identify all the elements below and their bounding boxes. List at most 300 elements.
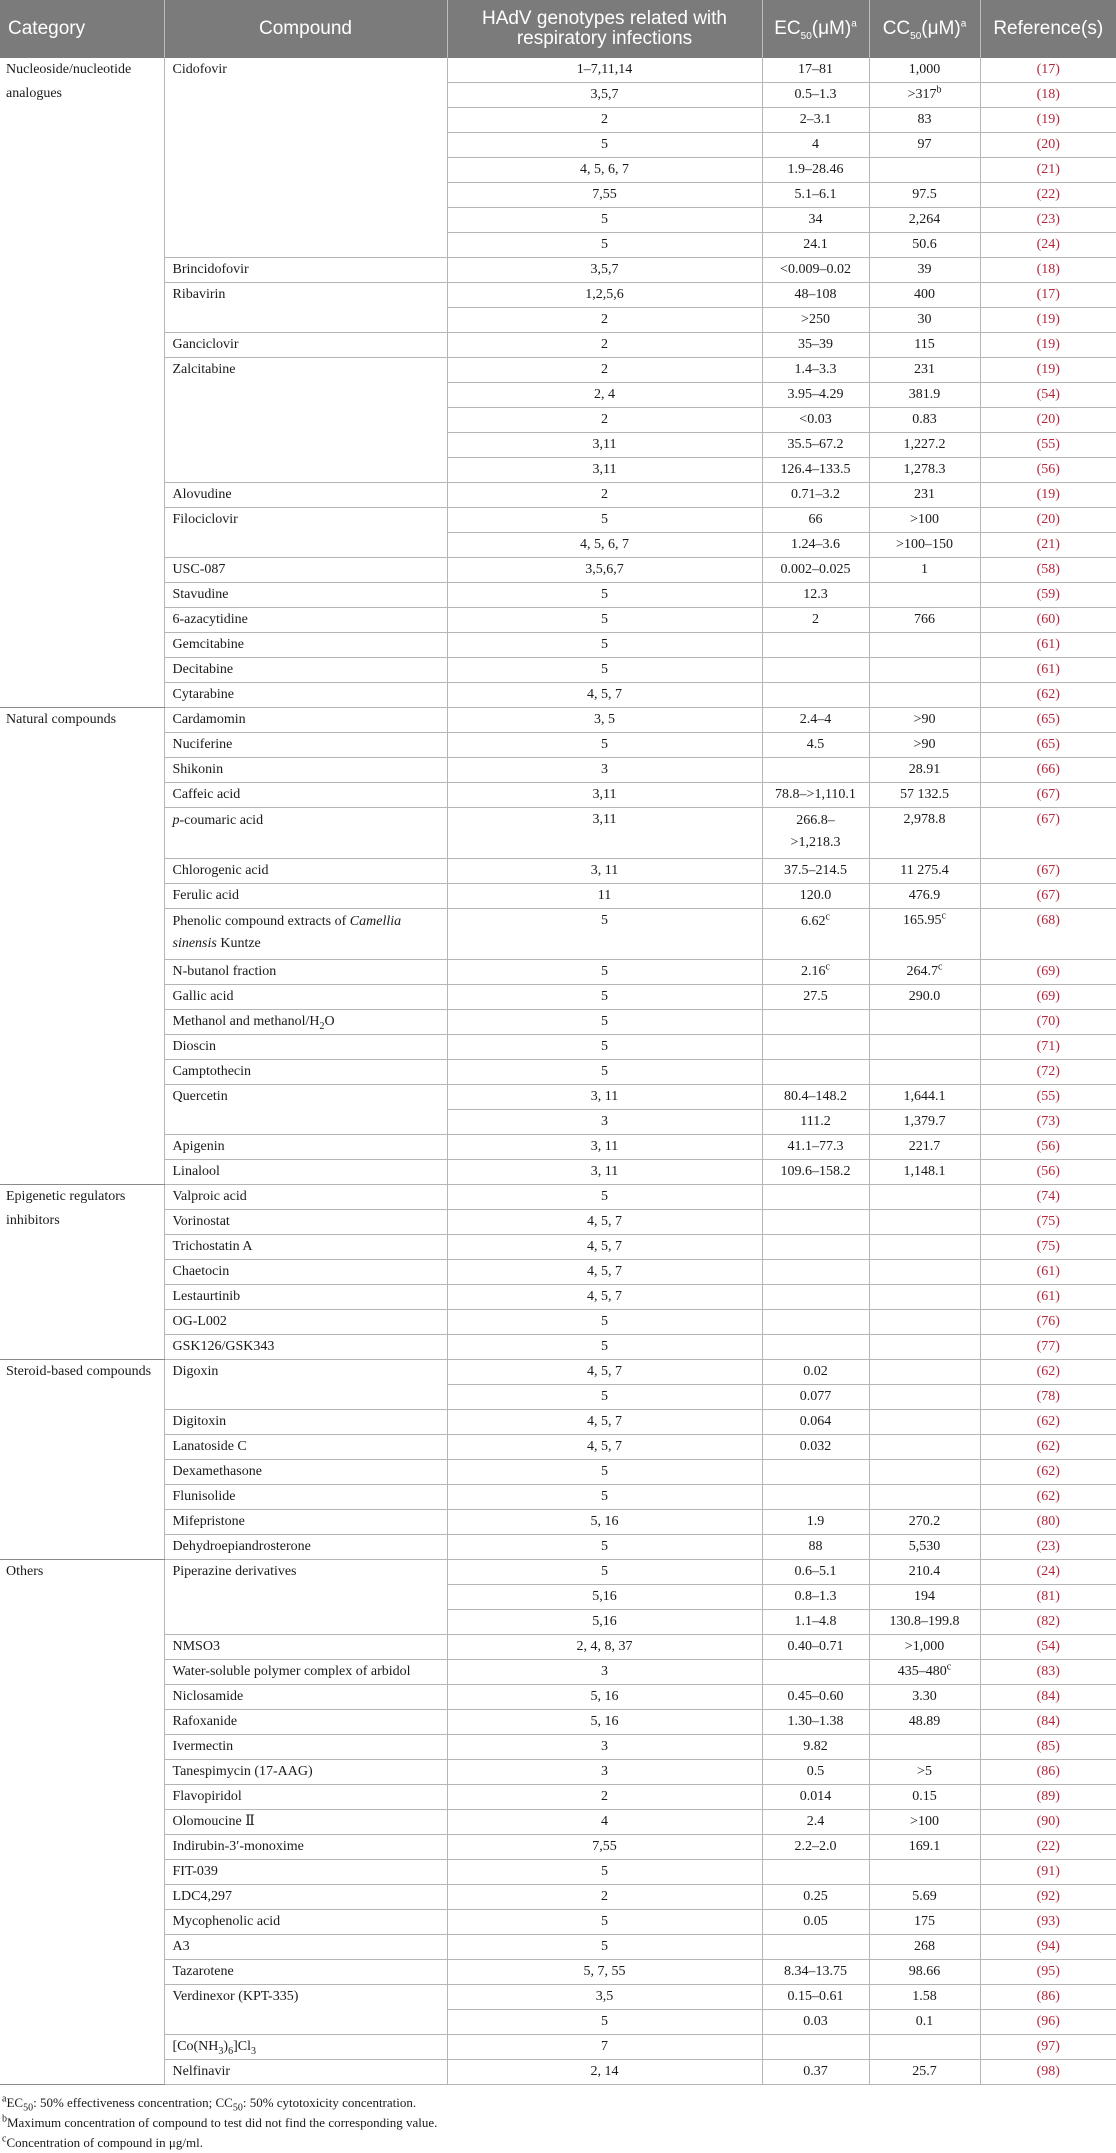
cc50-cell: [869, 208, 980, 233]
cc50-cell: [869, 683, 980, 708]
ec50-cell: [762, 658, 869, 683]
cc50-value: >1,000: [904, 1639, 945, 1654]
reference-cell: (98): [980, 2060, 1116, 2085]
compound-cell: Vorinostat: [164, 1210, 447, 1235]
ec50-value: 0.45–0.60: [787, 1689, 844, 1704]
table-row: [0, 358, 1116, 383]
cc50-cell: [869, 1385, 980, 1410]
table-row: [0, 1485, 1116, 1510]
cc50-cell: [869, 1260, 980, 1285]
genotypes-cell: 3,11: [447, 808, 762, 859]
ec50-cell: [762, 1460, 869, 1485]
genotypes-cell: 1–7,11,14: [447, 58, 762, 83]
ec50-value: 2.2–2.0: [794, 1839, 837, 1854]
ec50-value: 1.4–3.3: [794, 362, 837, 377]
ec50-cell: [762, 1210, 869, 1235]
footnote-a: $^aEC_{50}$: 50% effectiveness concentration; $CC_{50}$: 50% cytotoxicity concentration.: [2, 2093, 417, 2114]
ec50-value: 6.62: [801, 914, 826, 929]
header-reference: Reference(s): [980, 0, 1116, 58]
ec50-cell: [762, 608, 869, 633]
reference-cell: (67): [980, 783, 1116, 808]
genotypes-cell: 2, 4: [447, 383, 762, 408]
compound-name: -coumaric acid: [179, 813, 264, 828]
ec50-cell: [762, 233, 869, 258]
ec50-cell: [762, 1010, 869, 1035]
ec50-cell: [762, 1585, 869, 1610]
ec50-cell: [762, 884, 869, 909]
reference-cell: (59): [980, 583, 1116, 608]
ec50-cell: [762, 1960, 869, 1985]
genotypes-cell: 4, 5, 7: [447, 683, 762, 708]
cc50-value: >90: [913, 712, 936, 727]
cc50-cell: [869, 1760, 980, 1785]
genotypes-cell: 3: [447, 1735, 762, 1760]
cc50-value: 231: [914, 362, 935, 377]
genotypes-cell: 4, 5, 7: [447, 1410, 762, 1435]
table-row: [0, 333, 1116, 358]
reference-cell: (84): [980, 1710, 1116, 1735]
cc50-cell: [869, 1610, 980, 1635]
ec50-value: 0.37: [803, 2064, 828, 2079]
cc50-cell: [869, 1785, 980, 1810]
ec50-value: 2.4: [806, 1814, 825, 1829]
ec50-cell: [762, 1660, 869, 1685]
cc50-value: 25.7: [912, 2064, 937, 2079]
reference-cell: (77): [980, 1335, 1116, 1360]
ec50-cell: [762, 1760, 869, 1785]
cc50-value: 83: [917, 112, 932, 127]
ec50-cell: [762, 758, 869, 783]
compound-cell: Nelfinavir: [164, 2060, 447, 2085]
genotypes-cell: 5, 16: [447, 1710, 762, 1735]
cc50-value: 1,379.7: [903, 1114, 946, 1129]
genotypes-cell: 4, 5, 7: [447, 1285, 762, 1310]
ec50-cell: [762, 1535, 869, 1560]
genotypes-cell: 7,55: [447, 1835, 762, 1860]
compound-cell: Ivermectin: [164, 1735, 447, 1760]
cc50-value: 1,000: [908, 62, 941, 77]
ec50-value: 41.1–77.3: [787, 1139, 844, 1154]
ec50-footnote-mark: c: [825, 961, 830, 973]
header-cc50: $CC_{50}(\mu M)^a$: [869, 0, 980, 58]
reference-cell: (90): [980, 1810, 1116, 1835]
reference-cell: (62): [980, 1410, 1116, 1435]
compound-cell: Camptothecin: [164, 1060, 447, 1085]
genotypes-cell: 5: [447, 1910, 762, 1935]
table-row: [0, 1760, 1116, 1785]
cc50-value: 231: [914, 487, 935, 502]
ec50-cell: [762, 533, 869, 558]
genotypes-cell: 3, 11: [447, 1135, 762, 1160]
compound-cell: Ribavirin: [164, 283, 447, 333]
reference-cell: (67): [980, 884, 1116, 909]
genotypes-cell: 7: [447, 2035, 762, 2060]
reference-cell: (68): [980, 909, 1116, 960]
ec50-cell: [762, 1885, 869, 1910]
header-ec50: $EC_{50}(\mu M)^a$: [762, 0, 869, 58]
ec50-cell: [762, 1310, 869, 1335]
cc50-value: 290.0: [908, 989, 941, 1004]
cc50-cell: [869, 1060, 980, 1085]
cc50-value: 1: [921, 562, 928, 577]
reference-cell: (24): [980, 1560, 1116, 1585]
ec50-cell: [762, 1485, 869, 1510]
cc50-value: 169.1: [908, 1839, 941, 1854]
cc50-value: 175: [914, 1914, 935, 1929]
compound-cell: Nuciferine: [164, 733, 447, 758]
genotypes-cell: 5: [447, 658, 762, 683]
compound-cell: Chlorogenic acid: [164, 859, 447, 884]
cc50-cell: [869, 608, 980, 633]
ec50-cell: [762, 1435, 869, 1460]
ec50-cell: [762, 1785, 869, 1810]
reference-cell: (17): [980, 283, 1116, 308]
genotypes-cell: 5: [447, 1060, 762, 1085]
cc50-cell: [869, 1935, 980, 1960]
ec50-cell: [762, 1985, 869, 2010]
reference-cell: (67): [980, 859, 1116, 884]
cc50-cell: [869, 859, 980, 884]
genotypes-cell: 4: [447, 1810, 762, 1835]
compound-cell: [164, 808, 447, 859]
cc50-cell: [869, 758, 980, 783]
cc50-value: 48.89: [908, 1714, 941, 1729]
ec50-value: 0.077: [799, 1389, 832, 1404]
cc50-value: 1,227.2: [903, 437, 946, 452]
compound-cell: Cytarabine: [164, 683, 447, 708]
compound-cell: Ganciclovir: [164, 333, 447, 358]
genotypes-cell: 5: [447, 733, 762, 758]
genotypes-cell: 2: [447, 308, 762, 333]
genotypes-cell: 5: [447, 1485, 762, 1510]
table-row: [0, 1960, 1116, 1985]
cc50-footnote-mark: c: [938, 961, 943, 973]
cc50-cell: [869, 909, 980, 960]
cc50-cell: [869, 1210, 980, 1235]
reference-cell: (93): [980, 1910, 1116, 1935]
ec50-value: 0.25: [803, 1889, 828, 1904]
reference-cell: (71): [980, 1035, 1116, 1060]
ec50-value: 8.34–13.75: [784, 1964, 847, 1979]
genotypes-cell: 11: [447, 884, 762, 909]
ec50-cell: [762, 408, 869, 433]
table-row: [0, 783, 1116, 808]
ec50-cell: [762, 458, 869, 483]
table-row: [0, 1085, 1116, 1110]
reference-cell: (62): [980, 1360, 1116, 1385]
ec50-value: 1.9–28.46: [787, 162, 844, 177]
compound-cell: FIT-039: [164, 1860, 447, 1885]
cc50-cell: [869, 83, 980, 108]
ec50-cell: [762, 58, 869, 83]
cc50-cell: [869, 1285, 980, 1310]
cc50-value: >100: [910, 1814, 939, 1829]
ec50-cell: [762, 1635, 869, 1660]
reference-cell: (83): [980, 1660, 1116, 1685]
ec50-value: 17–81: [798, 62, 833, 77]
reference-cell: (22): [980, 183, 1116, 208]
ec50-value: 0.02: [803, 1364, 828, 1379]
reference-cell: (67): [980, 808, 1116, 859]
cc50-value: 268: [914, 1939, 935, 1954]
cc50-cell: [869, 1135, 980, 1160]
cc50-cell: [869, 133, 980, 158]
ec50-cell: [762, 708, 869, 733]
cc50-value: 264.7: [906, 964, 939, 979]
cc50-cell: [869, 1710, 980, 1735]
cc50-value: 210.4: [908, 1564, 941, 1579]
reference-cell: (65): [980, 733, 1116, 758]
genotypes-cell: 3,5,7: [447, 258, 762, 283]
ec50-value: 0.032: [799, 1439, 832, 1454]
table-row: [0, 733, 1116, 758]
table-row: [0, 1860, 1116, 1885]
genotypes-cell: 4, 5, 6, 7: [447, 158, 762, 183]
footnotes: [0, 2085, 1116, 2153]
reference-cell: (66): [980, 758, 1116, 783]
ec50-cell: [762, 483, 869, 508]
genotypes-cell: 5: [447, 1535, 762, 1560]
ec50-value: 88: [808, 1539, 823, 1554]
cc50-cell: [869, 1010, 980, 1035]
ec50-cell: [762, 1260, 869, 1285]
cc50-value: >90: [913, 737, 936, 752]
compound-name: [Co(NH: [172, 2039, 219, 2054]
ec50-value: 80.4–148.2: [784, 1089, 847, 1104]
reference-cell: (56): [980, 1160, 1116, 1185]
cc50-cell: [869, 258, 980, 283]
genotypes-cell: 4, 5, 7: [447, 1235, 762, 1260]
cc50-value: 270.2: [908, 1514, 941, 1529]
genotypes-cell: 5: [447, 133, 762, 158]
compound-cell: Tanespimycin (17-AAG): [164, 1760, 447, 1785]
cc50-cell: [869, 884, 980, 909]
reference-cell: (75): [980, 1210, 1116, 1235]
reference-cell: (65): [980, 708, 1116, 733]
genotypes-cell: 2: [447, 408, 762, 433]
table-row: [0, 1285, 1116, 1310]
compound-cell: Digitoxin: [164, 1410, 447, 1435]
ec50-cell: [762, 108, 869, 133]
cc50-cell: [869, 333, 980, 358]
ec50-value: 3.95–4.29: [787, 387, 844, 402]
cc50-cell: [869, 1660, 980, 1685]
ec50-value: 4: [812, 137, 819, 152]
cc50-cell: [869, 1160, 980, 1185]
cc50-cell: [869, 1485, 980, 1510]
reference-cell: (94): [980, 1935, 1116, 1960]
compound-cell: [164, 909, 447, 960]
genotypes-cell: 2: [447, 333, 762, 358]
genotypes-cell: 3,5: [447, 1985, 762, 2010]
genotypes-cell: 4, 5, 7: [447, 1260, 762, 1285]
cc50-value: 1,148.1: [903, 1164, 946, 1179]
ec50-value: <0.009–0.02: [780, 262, 851, 277]
cc50-cell: [869, 308, 980, 333]
ec50-cell: [762, 508, 869, 533]
reference-cell: (89): [980, 1785, 1116, 1810]
table-row: [0, 1210, 1116, 1235]
table-row: [0, 583, 1116, 608]
compound-cell: Caffeic acid: [164, 783, 447, 808]
ec50-footnote-mark: c: [825, 911, 830, 923]
cc50-value: 766: [914, 612, 935, 627]
cc50-cell: [869, 383, 980, 408]
ec50-cell: [762, 1835, 869, 1860]
reference-cell: (19): [980, 308, 1116, 333]
reference-cell: (74): [980, 1185, 1116, 1210]
compound-cell: Lestaurtinib: [164, 1285, 447, 1310]
ec50-value: 0.002–0.025: [780, 562, 851, 577]
genotypes-cell: 3,5,7: [447, 83, 762, 108]
ec50-value: 1.9: [806, 1514, 825, 1529]
genotypes-cell: 2, 4, 8, 37: [447, 1635, 762, 1660]
reference-cell: (84): [980, 1685, 1116, 1710]
ec50-value: 78.8–>1,110.1: [775, 787, 856, 802]
cc50-cell: [869, 1560, 980, 1585]
cc50-value: 435–480: [897, 1664, 947, 1679]
ec50-cell: [762, 383, 869, 408]
ec50-value: 126.4–133.5: [780, 462, 851, 477]
reference-cell: (82): [980, 1610, 1116, 1635]
cc50-cell: [869, 1635, 980, 1660]
genotypes-cell: 7,55: [447, 183, 762, 208]
cc50-cell: [869, 1810, 980, 1835]
cc50-cell: [869, 1185, 980, 1210]
cc50-cell: [869, 1310, 980, 1335]
reference-cell: (73): [980, 1110, 1116, 1135]
reference-cell: (17): [980, 58, 1116, 83]
ec50-cell: [762, 1335, 869, 1360]
compound-cell: 6-azacytidine: [164, 608, 447, 633]
ec50-cell: [762, 83, 869, 108]
genotypes-cell: 5: [447, 1335, 762, 1360]
genotypes-cell: 3,11: [447, 783, 762, 808]
cc50-cell: [869, 783, 980, 808]
genotypes-cell: 3, 11: [447, 1160, 762, 1185]
genotypes-cell: 3,11: [447, 458, 762, 483]
table-row: [0, 1910, 1116, 1935]
cc50-cell: [869, 533, 980, 558]
genotypes-cell: 5: [447, 233, 762, 258]
table-row: [0, 1060, 1116, 1085]
genotypes-cell: 5,16: [447, 1610, 762, 1635]
ec50-value: 0.15–0.61: [787, 1989, 844, 2004]
ec50-cell: [762, 1710, 869, 1735]
compound-cell: Dioscin: [164, 1035, 447, 1060]
ec50-cell: [762, 1735, 869, 1760]
cc50-cell: [869, 183, 980, 208]
compound-cell: NMSO3: [164, 1635, 447, 1660]
cc50-footnote-mark: b: [936, 84, 942, 96]
cc50-cell: [869, 708, 980, 733]
genotypes-cell: 5: [447, 633, 762, 658]
ec50-value: 0.71–3.2: [791, 487, 840, 502]
ec50-cell: [762, 960, 869, 985]
table-row: [0, 1035, 1116, 1060]
genotypes-cell: 2: [447, 1885, 762, 1910]
compound-cell: [164, 1010, 447, 1035]
table-row: [0, 1835, 1116, 1860]
ec50-value: <0.03: [799, 412, 832, 427]
reference-cell: (56): [980, 458, 1116, 483]
genotypes-cell: 2: [447, 483, 762, 508]
compound-cell: Filociclovir: [164, 508, 447, 558]
cc50-value: 98.66: [908, 1964, 941, 1979]
table-row: [0, 808, 1116, 859]
ec50-cell: [762, 1685, 869, 1710]
cc50-cell: [869, 1410, 980, 1435]
compound-cell: Trichostatin A: [164, 1235, 447, 1260]
cc50-value: 3.30: [912, 1689, 937, 1704]
reference-cell: (75): [980, 1235, 1116, 1260]
ec50-value: 109.6–158.2: [780, 1164, 851, 1179]
table-row: [0, 1560, 1116, 1585]
ec50-cell: [762, 733, 869, 758]
cc50-cell: [869, 108, 980, 133]
genotypes-cell: 5, 7, 55: [447, 1960, 762, 1985]
genotypes-cell: 3: [447, 1110, 762, 1135]
compound-cell: Shikonin: [164, 758, 447, 783]
reference-cell: (24): [980, 233, 1116, 258]
compound-cell: Flunisolide: [164, 1485, 447, 1510]
cc50-cell: [869, 1735, 980, 1760]
genotypes-cell: 5: [447, 508, 762, 533]
reference-cell: (62): [980, 1460, 1116, 1485]
ec50-value: 0.40–0.71: [787, 1639, 844, 1654]
compound-name: Kuntze: [216, 936, 261, 951]
compound-cell: Ferulic acid: [164, 884, 447, 909]
compound-name: ): [223, 2039, 229, 2054]
table-row: [0, 1335, 1116, 1360]
ec50-cell: [762, 258, 869, 283]
ec50-cell: [762, 1360, 869, 1385]
table-row: [0, 1460, 1116, 1485]
ec50-value: 2–3.1: [799, 112, 832, 127]
ec50-cell: [762, 333, 869, 358]
cc50-value: 0.15: [912, 1789, 937, 1804]
compound-name-italic: sinensis: [172, 936, 217, 951]
ec50-cell: [762, 1910, 869, 1935]
genotypes-cell: 3, 11: [447, 859, 762, 884]
genotypes-cell: 2, 14: [447, 2060, 762, 2085]
cc50-value: 165.95: [903, 913, 942, 928]
ec50-cell: [762, 2060, 869, 2085]
genotypes-cell: 5: [447, 208, 762, 233]
reference-cell: (62): [980, 683, 1116, 708]
ec50-cell: [762, 1110, 869, 1135]
ec50-cell: [762, 909, 869, 960]
genotypes-cell: 1,2,5,6: [447, 283, 762, 308]
reference-cell: (23): [980, 208, 1116, 233]
reference-cell: (61): [980, 1260, 1116, 1285]
genotypes-cell: 5: [447, 2010, 762, 2035]
compound-cell: Indirubin-3′-monoxime: [164, 1835, 447, 1860]
ec50-value: 66: [808, 512, 823, 527]
compound-name-sub: 3: [250, 2045, 256, 2057]
ec50-value: 48–108: [794, 287, 837, 302]
compound-name: O: [324, 1014, 335, 1029]
cc50-cell: [869, 2035, 980, 2060]
table-row: [0, 1810, 1116, 1835]
ec50-value-line2: >1,218.3: [790, 835, 841, 850]
table-row: [0, 1185, 1116, 1210]
table-row: [0, 258, 1116, 283]
cc50-value: 221.7: [908, 1139, 941, 1154]
table-row: [0, 2060, 1116, 2085]
reference-cell: (56): [980, 1135, 1116, 1160]
compound-cell: Digoxin: [164, 1360, 447, 1410]
